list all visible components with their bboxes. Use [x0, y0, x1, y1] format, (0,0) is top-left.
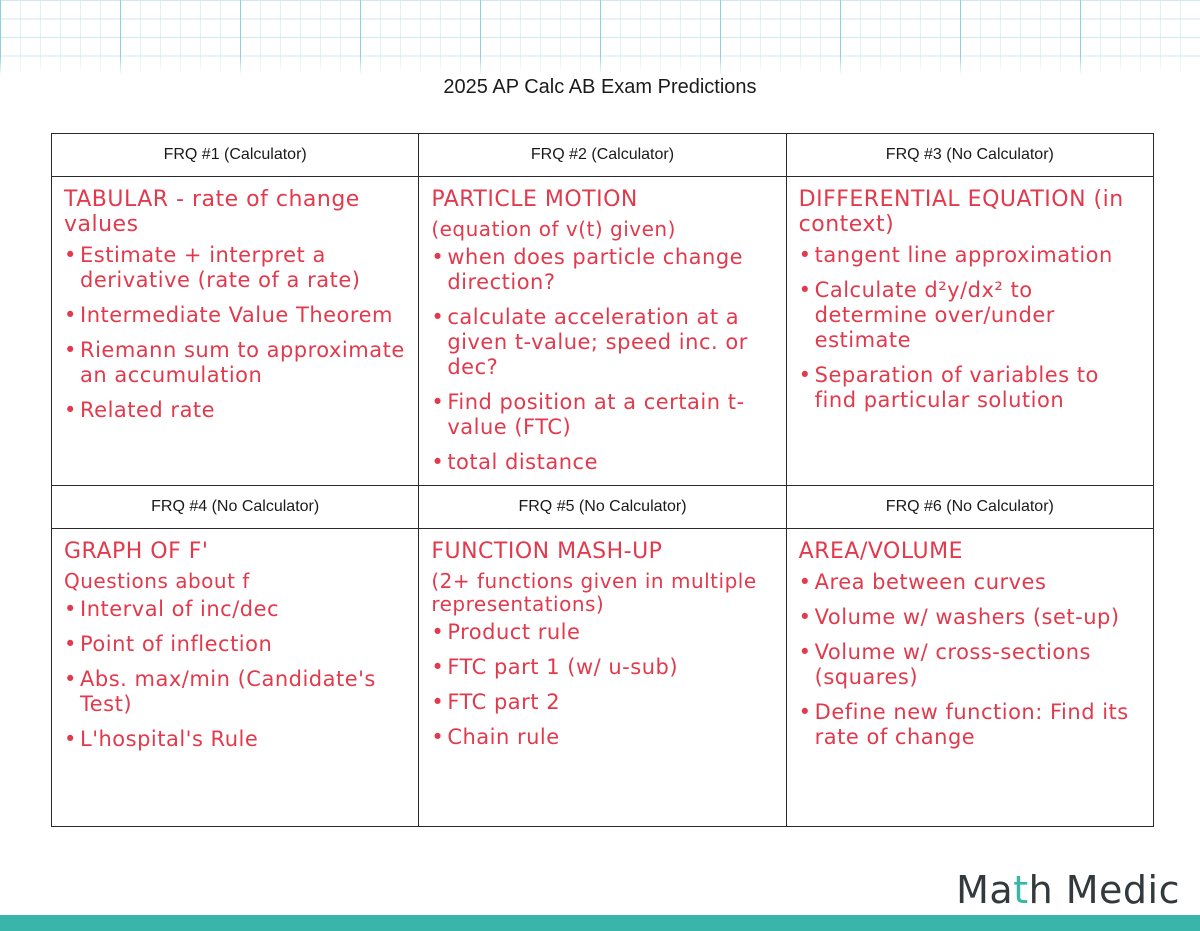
frq-item-text: Related rate: [80, 398, 216, 422]
frq-item: [64, 303, 408, 328]
frq-6-cell: [786, 529, 1153, 827]
bullet-icon: •: [431, 245, 445, 269]
frq-item: [799, 700, 1143, 750]
frq-item-list: [431, 620, 775, 750]
frq-item: [799, 570, 1143, 595]
frq-2-cell: [419, 177, 786, 486]
frq-3-cell: [786, 177, 1153, 486]
bullet-icon: •: [64, 667, 77, 691]
frq-topic: GRAPH OF F': [64, 539, 209, 564]
bullet-icon: •: [798, 570, 812, 594]
frq-item-text: Riemann sum to approximate an accumulation: [80, 338, 405, 387]
frq-subtopic: (equation of v(t) given): [431, 217, 676, 241]
bullet-icon: •: [64, 338, 77, 362]
frq-3-header: FRQ #3 (No Calculator): [786, 134, 1153, 177]
frq-item: [799, 640, 1143, 690]
bullet-icon: •: [798, 243, 812, 267]
header-row-2: [52, 486, 1154, 529]
frq-topic: AREA/VOLUME: [798, 539, 963, 564]
bullet-icon: •: [798, 605, 812, 629]
frq-4-cell: [52, 529, 419, 827]
frq-item-text: tangent line approximation: [814, 243, 1113, 267]
frq-table: [51, 133, 1154, 827]
graph-paper-fade: [0, 56, 1200, 76]
frq-item: [431, 655, 775, 680]
bullet-icon: •: [431, 690, 445, 714]
footer-accent-bar: [0, 915, 1200, 931]
bullet-icon: •: [64, 727, 77, 751]
page-title: 2025 AP Calc AB Exam Predictions: [443, 76, 757, 98]
frq-item-list: [431, 245, 775, 475]
frq-6-header: FRQ #6 (No Calculator): [786, 486, 1153, 529]
bullet-icon: •: [64, 398, 77, 422]
frq-item-list: [64, 597, 408, 752]
frq-item-text: Volume w/ washers (set-up): [814, 605, 1120, 629]
bullet-icon: •: [798, 700, 812, 724]
bullet-icon: •: [64, 597, 77, 621]
bullet-icon: •: [431, 390, 445, 414]
bullet-icon: •: [431, 725, 445, 749]
bullet-icon: •: [798, 278, 812, 302]
frq-item-text: Abs. max/min (Candidate's Test): [80, 667, 376, 716]
frq-subtopic: Questions about f: [64, 569, 250, 593]
frq-item: [64, 338, 408, 388]
logo-text-start: Ma: [956, 868, 1014, 912]
frq-topic: DIFFERENTIAL EQUATION (in context): [798, 187, 1124, 237]
frq-item-text: total distance: [447, 450, 599, 474]
content-row-2: [52, 529, 1154, 827]
bullet-icon: •: [431, 655, 445, 679]
frq-5-header: FRQ #5 (No Calculator): [419, 486, 786, 529]
frq-item: [431, 690, 775, 715]
frq-item: [799, 363, 1143, 413]
frq-topic: FUNCTION MASH-UP: [431, 539, 663, 564]
frq-item-text: Area between curves: [814, 570, 1047, 594]
frq-item: [431, 450, 775, 475]
frq-item-list: [799, 570, 1143, 750]
frq-item: [799, 278, 1143, 353]
frq-item-list: [64, 243, 408, 423]
frq-subtopic: (2+ functions given in multiple representations): [431, 569, 757, 616]
frq-item: [431, 245, 775, 295]
frq-4-header: FRQ #4 (No Calculator): [52, 486, 419, 529]
frq-item-text: Find position at a certain t-value (FTC): [447, 390, 745, 439]
frq-item-text: Estimate + interpret a derivative (rate of a rate): [80, 243, 361, 292]
frq-1-header: FRQ #1 (Calculator): [52, 134, 419, 177]
frq-item: [431, 725, 775, 750]
frq-item-text: Calculate d²y/dx² to determine over/under estimate: [814, 278, 1055, 352]
frq-item: [799, 605, 1143, 630]
bullet-icon: •: [431, 305, 445, 329]
bullet-icon: •: [431, 450, 445, 474]
math-medic-logo: [956, 868, 1180, 912]
frq-item-text: Volume w/ cross-sections (squares): [814, 640, 1091, 689]
frq-topic: PARTICLE MOTION: [431, 187, 638, 212]
bullet-icon: •: [431, 620, 445, 644]
frq-item-text: Product rule: [447, 620, 581, 644]
frq-item: [431, 305, 775, 380]
frq-item-text: Point of inflection: [80, 632, 273, 656]
frq-item-text: Separation of variables to find particular solution: [814, 363, 1099, 412]
frq-item-text: when does particle change direction?: [447, 245, 744, 294]
bullet-icon: •: [798, 640, 812, 664]
frq-item-text: Chain rule: [447, 725, 560, 749]
frq-5-cell: [419, 529, 786, 827]
logo-accent-letter: t: [1013, 868, 1029, 912]
logo-text-end: h Medic: [1028, 868, 1180, 912]
content-row-1: [52, 177, 1154, 486]
frq-item: [64, 632, 408, 657]
frq-item-list: [799, 243, 1143, 413]
frq-item: [799, 243, 1143, 268]
frq-item: [64, 398, 408, 423]
frq-item-text: Intermediate Value Theorem: [80, 303, 393, 327]
frq-item-text: Interval of inc/dec: [80, 597, 280, 621]
frq-1-cell: [52, 177, 419, 486]
frq-item: [64, 667, 408, 717]
frq-item-text: L'hospital's Rule: [80, 727, 259, 751]
frq-topic: TABULAR - rate of change values: [64, 187, 360, 237]
frq-item: [431, 620, 775, 645]
frq-item: [431, 390, 775, 440]
bullet-icon: •: [64, 303, 77, 327]
frq-item: [64, 243, 408, 293]
bullet-icon: •: [64, 243, 77, 267]
bullet-icon: •: [798, 363, 812, 387]
bullet-icon: •: [64, 632, 77, 656]
frq-item: [64, 727, 408, 752]
frq-item-text: FTC part 2: [447, 690, 561, 714]
header-row-1: [52, 134, 1154, 177]
frq-item-text: FTC part 1 (w/ u-sub): [447, 655, 679, 679]
frq-item-text: Define new function: Find its rate of change: [814, 700, 1129, 749]
frq-2-header: FRQ #2 (Calculator): [419, 134, 786, 177]
frq-item: [64, 597, 408, 622]
frq-item-text: calculate acceleration at a given t-value; speed inc. or dec?: [447, 305, 748, 379]
